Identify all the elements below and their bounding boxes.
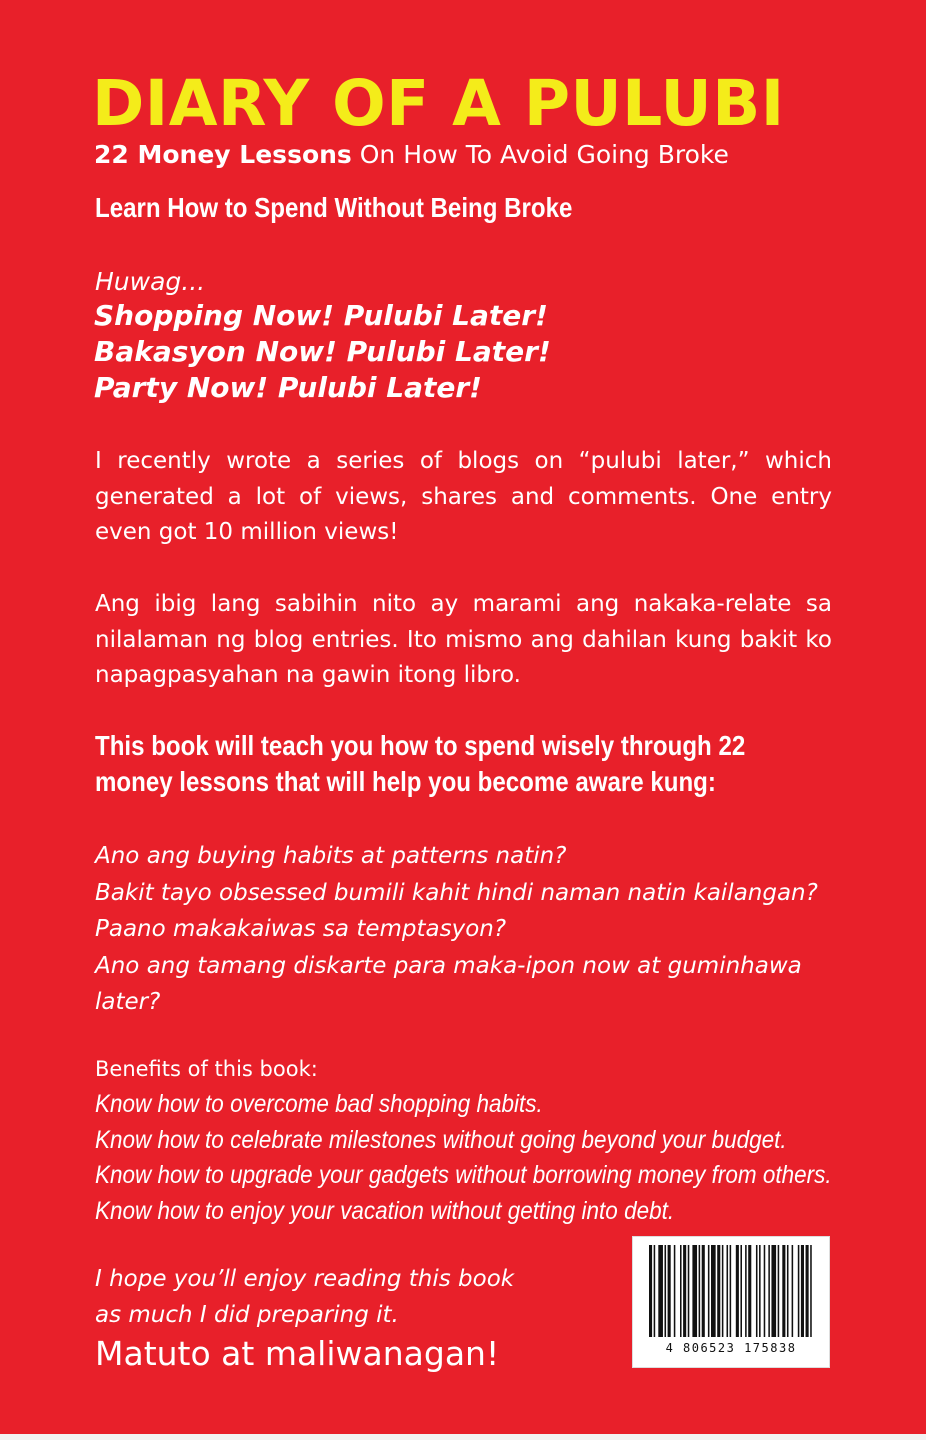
- closing-line: as much I did preparing it.: [95, 1301, 399, 1328]
- closing-note: [95, 1262, 514, 1333]
- slogan-line: Shopping Now! Pulubi Later!: [94, 299, 548, 332]
- barcode-bar: [692, 1245, 697, 1337]
- barcode: [632, 1236, 830, 1368]
- barcode-bar: [768, 1245, 770, 1337]
- benefit-item: Know how to overcome bad shopping habits.: [95, 1090, 543, 1118]
- benefits-heading: Benefits of this book:: [95, 1057, 318, 1081]
- barcode-bar: [787, 1245, 789, 1337]
- barcode-bar: [722, 1245, 724, 1337]
- barcode-bar: [665, 1245, 667, 1337]
- barcode-bar: [649, 1245, 652, 1337]
- benefit-item: Know how to celebrate milestones without going beyond your budget.: [95, 1125, 787, 1154]
- barcode-bar: [699, 1245, 701, 1337]
- question-list: [95, 838, 840, 1021]
- barcode-bar: [806, 1245, 809, 1337]
- barcode-number: 4 806523 175838: [665, 1341, 797, 1355]
- benefit-item: Know how to upgrade your gadgets without borrowing money from others.: [95, 1161, 832, 1189]
- barcode-bar: [736, 1245, 739, 1337]
- barcode-bar: [683, 1245, 686, 1337]
- book-title: DIARY OF A PULUBI: [92, 67, 785, 140]
- question-line: later?: [95, 989, 161, 1015]
- barcode-bar: [668, 1245, 671, 1337]
- barcode-bar: [708, 1245, 710, 1337]
- slogan-list: [94, 298, 551, 406]
- slogan-line: Party Now! Pulubi Later!: [94, 371, 482, 404]
- barcode-bar: [792, 1245, 794, 1337]
- question-line: Bakit tayo obsessed bumili kahit hindi naman natin kailangan?: [95, 879, 818, 906]
- barcode-bar: [801, 1245, 804, 1337]
- barcode-bar: [680, 1245, 682, 1337]
- sign-off: Matuto at maliwanagan!: [95, 1334, 500, 1373]
- slogan-line: Bakasyon Now! Pulubi Later!: [94, 335, 551, 368]
- barcode-bar: [674, 1245, 676, 1337]
- barcode-bar: [782, 1245, 785, 1337]
- tagline: Learn How to Spend Without Being Broke: [95, 192, 573, 223]
- barcode-bar: [756, 1245, 758, 1337]
- question-line: Ano ang tamang diskarte para maka-ipon now at guminhawa: [95, 952, 802, 979]
- barcode-bar: [759, 1245, 761, 1337]
- question-line: Ano ang buying habits at patterns natin?: [95, 843, 567, 869]
- barcode-bar: [740, 1245, 742, 1337]
- barcode-bar: [702, 1245, 705, 1337]
- book-promise-line: This book will teach you how to spend wisely through 22: [95, 730, 746, 761]
- book-subtitle: [94, 138, 854, 172]
- barcode-bar: [730, 1245, 732, 1337]
- barcode-bar: [727, 1245, 729, 1337]
- barcode-bar: [748, 1245, 751, 1337]
- benefits-list: [95, 1087, 914, 1229]
- barcode-bar: [711, 1245, 716, 1337]
- barcode-bar: [688, 1245, 690, 1337]
- barcode-bar: [764, 1245, 766, 1337]
- barcode-bar: [654, 1245, 656, 1337]
- barcode-bar: [778, 1245, 780, 1337]
- closing-line: I hope you’ll enjoy reading this book: [95, 1266, 515, 1292]
- barcode-bar: [810, 1245, 812, 1337]
- barcode-bar: [745, 1245, 747, 1337]
- barcode-bar: [798, 1245, 800, 1337]
- barcode-bar: [658, 1245, 663, 1337]
- cover-bottom-edge: [0, 1434, 926, 1440]
- book-promise-line: money lessons that will help you become aware kung:: [95, 766, 716, 797]
- barcode-bar: [717, 1245, 720, 1337]
- benefit-item: Know how to enjoy your vacation without getting into debt.: [95, 1196, 675, 1225]
- barcode-bars: [633, 1237, 829, 1341]
- paragraph-reason: Ang ibig lang sabihin nito ay marami ang nakaka-relate sa nilalaman ng blog entries. Ito mismo ang dahilan kung bakit ko napagpasyahan na gawin itong libro.: [95, 591, 832, 688]
- question-line: Paano makakaiwas sa temptasyon?: [95, 916, 507, 942]
- subtitle-rest: On How To Avoid Going Broke: [351, 140, 729, 169]
- paragraph-blogs: I recently wrote a series of blogs on “pulubi later,” which generated a lot of views, shares and comments. One entry even got 10 million views!: [95, 448, 832, 545]
- book-promise: [95, 728, 832, 800]
- subtitle-emphasis: 22 Money Lessons: [94, 140, 352, 169]
- huwag-intro: Huwag...: [95, 267, 206, 296]
- barcode-bar: [771, 1245, 776, 1337]
